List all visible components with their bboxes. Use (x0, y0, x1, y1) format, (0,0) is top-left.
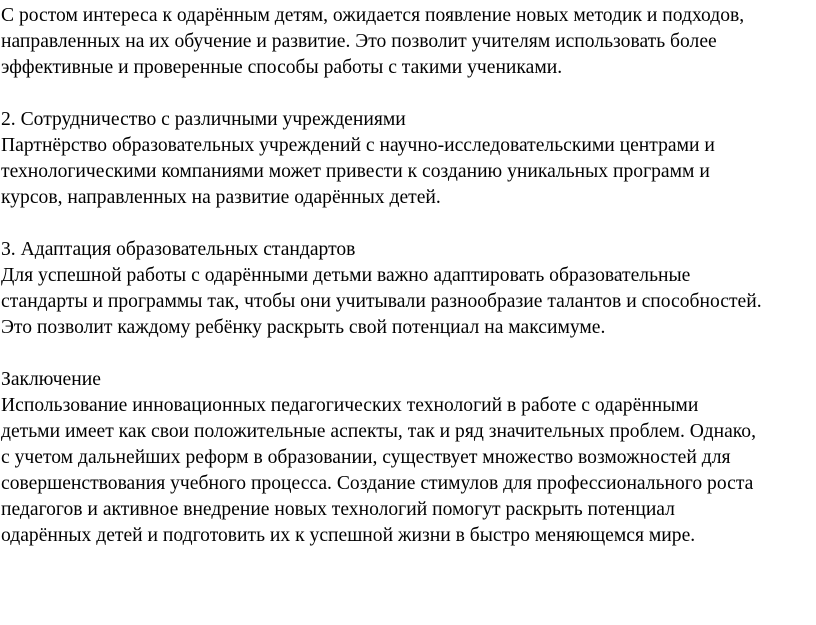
section3-line: Это позволит каждому ребёнку раскрыть свой потенциал на максимуме. (1, 317, 606, 338)
intro-line: эффективные и проверенные способы работы с такими учениками. (1, 57, 563, 78)
section3-line: Для успешной работы с одарёнными детьми важно адаптировать образовательные (1, 265, 691, 286)
section2-line: Партнёрство образовательных учреждений с научно-исследовательскими центрами и (1, 135, 715, 156)
conclusion-line: педагогов и активное внедрение новых технологий помогут раскрыть потенциал (1, 499, 675, 520)
conclusion-line: совершенствования учебного процесса. Создание стимулов для профессионального роста (1, 473, 754, 494)
section-heading-collaboration: 2. Сотрудничество с различными учреждениями (1, 109, 406, 130)
section-heading-standards: 3. Адаптация образовательных стандартов (1, 239, 356, 260)
section-heading-conclusion: Заключение (1, 369, 101, 390)
section3-line: стандарты и программы так, чтобы они учитывали разнообразие талантов и способностей. (1, 291, 762, 312)
intro-line: направленных на их обучение и развитие. Это позволит учителям использовать более (1, 31, 717, 52)
conclusion-line: одарённых детей и подготовить их к успешной жизни в быстро меняющемся мире. (1, 525, 696, 546)
intro-line: С ростом интереса к одарённым детям, ожидается появление новых методик и подходов, (1, 5, 745, 26)
conclusion-line: Использование инновационных педагогических технологий в работе с одарёнными (1, 395, 699, 416)
section2-line: технологическими компаниями может привести к созданию уникальных программ и (1, 161, 710, 182)
conclusion-line: с учетом дальнейших реформ в образовании, существует множество возможностей для (1, 447, 731, 468)
conclusion-line: детьми имеет как свои положительные аспекты, так и ряд значительных проблем. Однако, (1, 421, 756, 442)
section2-line: курсов, направленных на развитие одарённых детей. (1, 187, 441, 208)
